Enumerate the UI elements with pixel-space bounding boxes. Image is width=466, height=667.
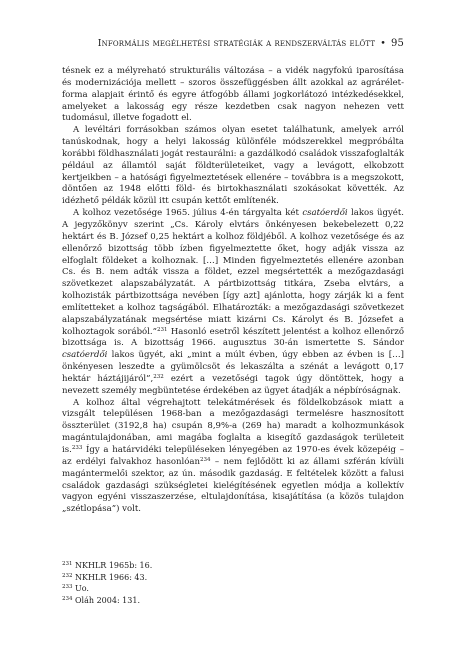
footnote-reference: 231 xyxy=(157,326,168,333)
footnote-number: 232 xyxy=(62,572,73,579)
paragraph xyxy=(62,125,404,208)
paragraph xyxy=(62,398,404,516)
text-run: A kolhoz vezetősége 1965. július 4-én tárgyalta két xyxy=(73,208,303,219)
paragraph xyxy=(62,208,404,398)
footnote-reference: 233 xyxy=(71,445,83,451)
footnote-number: 234 xyxy=(62,595,73,602)
running-header xyxy=(62,38,404,52)
footnote-number: 231 xyxy=(62,561,73,567)
paragraph xyxy=(62,66,404,125)
footnote xyxy=(62,560,404,572)
text-run: A kolhoz által végrehajtott telekátmérések és földelkobzások miatt a vizsgált településen 1968-ban a mezőgazdasági termelésre hasznosított összterület (3192,8 ha) csupán 8,9%-a (269 ha) maradt a kolhozmunkások magántulajdonában, ami magába foglalta a kisegítő gazdaságok területeit is. xyxy=(62,397,404,455)
footnote-reference: 234 xyxy=(199,456,211,463)
running-title: Informális megélhetési stratégiák a rendszerváltás előtt xyxy=(97,38,376,49)
text-run: Így a határvidéki településeken lényegében az 1970-es évek közepéig – az erdélyi falvakhoz hasonlóan xyxy=(62,445,404,467)
text-run: lakos ügyét. A jegyzőkönyv szerint „Cs. Károly elvtárs önkényesen bekebelezett 0,22 hektárt és B. József 0,25 hektárt a kolhoz földjéből. A kolhoz vezetősége és az ellenőrző bizottság több ízben figyelmeztette őket, hogy adják vissza az elfoglalt földeket a kolhoznak. […] Minden figyelmeztetés ellenére azonban Cs. és B. nem adták vissza a földet, ezzel megsértették a mezőgazdasági szövetkezet alapszabályzatát. A pártbizottság titkára, Zseba elvtárs, a kolhozisták pártbizottsága nevében [így azt] ajánlotta, hogy zárják ki a fent említetteket a kolhoz tagságából. Elhatározták: a mezőgazdasági szövetkezet alapszabályzatának megsértése miatt kizárni Cs. Károlyt és B. Józsefet a kolhoztagok sorából.” xyxy=(62,208,404,337)
footnote-reference: 232 xyxy=(153,373,164,380)
text-run: lakos ügyét, aki „mint a múlt évben, úgy ebben az évben is […] önkényesen leszedte a gyümölcsöt és lekaszálta a szénát a levágott 0,17 hektár háztájijáról”, xyxy=(62,350,404,384)
footnote xyxy=(62,583,404,595)
footnote-text: NKHLR 1965b: 16. xyxy=(75,561,153,570)
footnote-number: 233 xyxy=(62,584,73,591)
footnote-text: Oláh 2004: 131. xyxy=(75,595,140,605)
text-run: A levéltári forrásokban számos olyan esetet találhatunk, amelyek arról tanúskodnak, hogy a helyi lakosság különféle módszerekkel megpróbálta korábbi földhasználati jogát restaurálni: a gazdálkodó családok visszafoglalták például az államtól saját földterületeiket, vagy a levágott, elkobzott kertjeikben – a hatósági figyelmeztetések ellenére – továbbra is a megszokott, döntően az 1948 előtti föld- és birtokhasználati szokásokat követték. Az idézhető példák közül itt csupán kettőt említenék. xyxy=(62,125,404,207)
text-run: Hasonló esetről készített jelentést a kolhoz ellenőrző bizottsága is. A bizottság 1966. augusztus 30-án ismertette S. Sándor xyxy=(62,326,404,349)
header-separator: • xyxy=(380,38,386,49)
text-run: – nem fejlődött ki az állami szférán kívüli magántermelői szektor, az ún. második gazdaság. E feltételek között a falusi családok gazdasági szükségletei kielégítésének egyetlen módja a kollektív vagyon egyéni visszaszerzése, eltulajdonítása, kisajátítása (a közös tulajdon „szétlopása”) volt. xyxy=(62,456,404,515)
footnote-text: Uo. xyxy=(75,584,89,594)
footnote-text: NKHLR 1966: 43. xyxy=(75,572,148,582)
page-number: 95 xyxy=(390,38,404,49)
footnotes xyxy=(62,560,404,606)
body-text xyxy=(62,66,404,516)
italic-text: csatóerdői xyxy=(302,208,348,219)
footnote xyxy=(62,572,404,584)
italic-text: csatóerdői xyxy=(62,350,108,361)
text-run: ezért a vezetőségi tagok úgy döntöttek, hogy a nevezett személy megbüntetése érdekében az ügyet átadják a népbíróságnak. xyxy=(62,373,404,396)
text-run: tésnek ez a mélyreható strukturális változása – a vidék nagyfokú iparosítása és modernizációja mellett – szoros összefüggésben állt azokkal az agrárélet-forma alapjait érintő és egyre átfogóbb állami jogkorlátozó intézkedésekkel, amelyeket a lakosság egy része kezdetben csak nagyon nehezen vett tudomásul, illetve fogadott el. xyxy=(62,66,404,124)
footnote xyxy=(62,595,404,607)
